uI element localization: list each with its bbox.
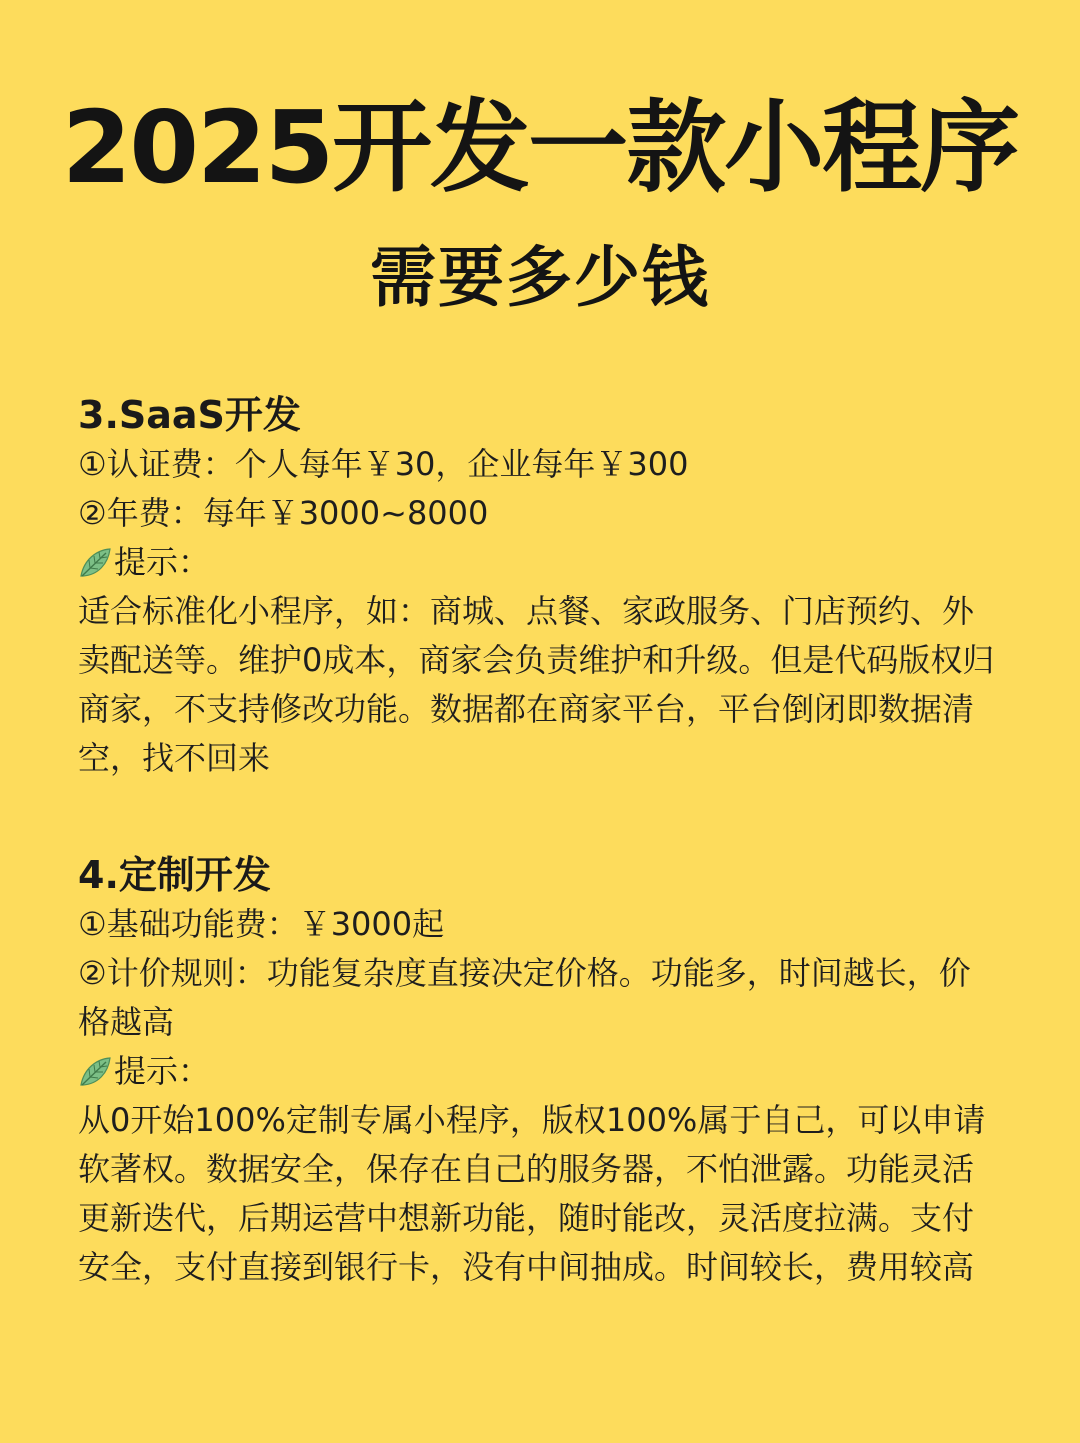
tip-label: 提示： [114,1052,211,1090]
fee-item: ①认证费：个人每年￥30，企业每年￥300 [78,445,689,483]
leaf-icon [78,546,112,580]
section-custom [78,850,1002,1292]
section-saas [78,390,1002,783]
leaf-icon [78,1055,112,1089]
section-heading: 4.定制开发 [78,853,271,897]
fee-item: ②计价规则：功能复杂度直接决定价格。功能多，时间越长，价格越高 [78,954,971,1041]
tip-text: 适合标准化小程序，如：商城、点餐、家政服务、门店预约、外卖配送等。维护0成本，商家会负责维护和升级。但是代码版权归商家，不支持修改功能。数据都在商家平台，平台倒闭即数据清空，找不回来 [78,592,995,777]
section-heading: 3.SaaS开发 [78,393,301,437]
tip-row [78,1047,1002,1096]
tip-label: 提示： [114,543,211,581]
tip-row [78,538,1002,587]
page-title: 2025开发一款小程序 [61,89,1019,206]
fee-item: ①基础功能费：￥3000起 [78,905,445,943]
tip-text: 从0开始100%定制专属小程序，版权100%属于自己，可以申请软著权。数据安全，保存在自己的服务器，不怕泄露。功能灵活更新迭代，后期运营中想新功能，随时能改，灵活度拉满。支付安全，支付直接到银行卡，没有中间抽成。时间较长，费用较高 [78,1101,986,1286]
fee-item: ②年费：每年￥3000~8000 [78,494,489,532]
page-subtitle: 需要多少钱 [370,239,710,316]
